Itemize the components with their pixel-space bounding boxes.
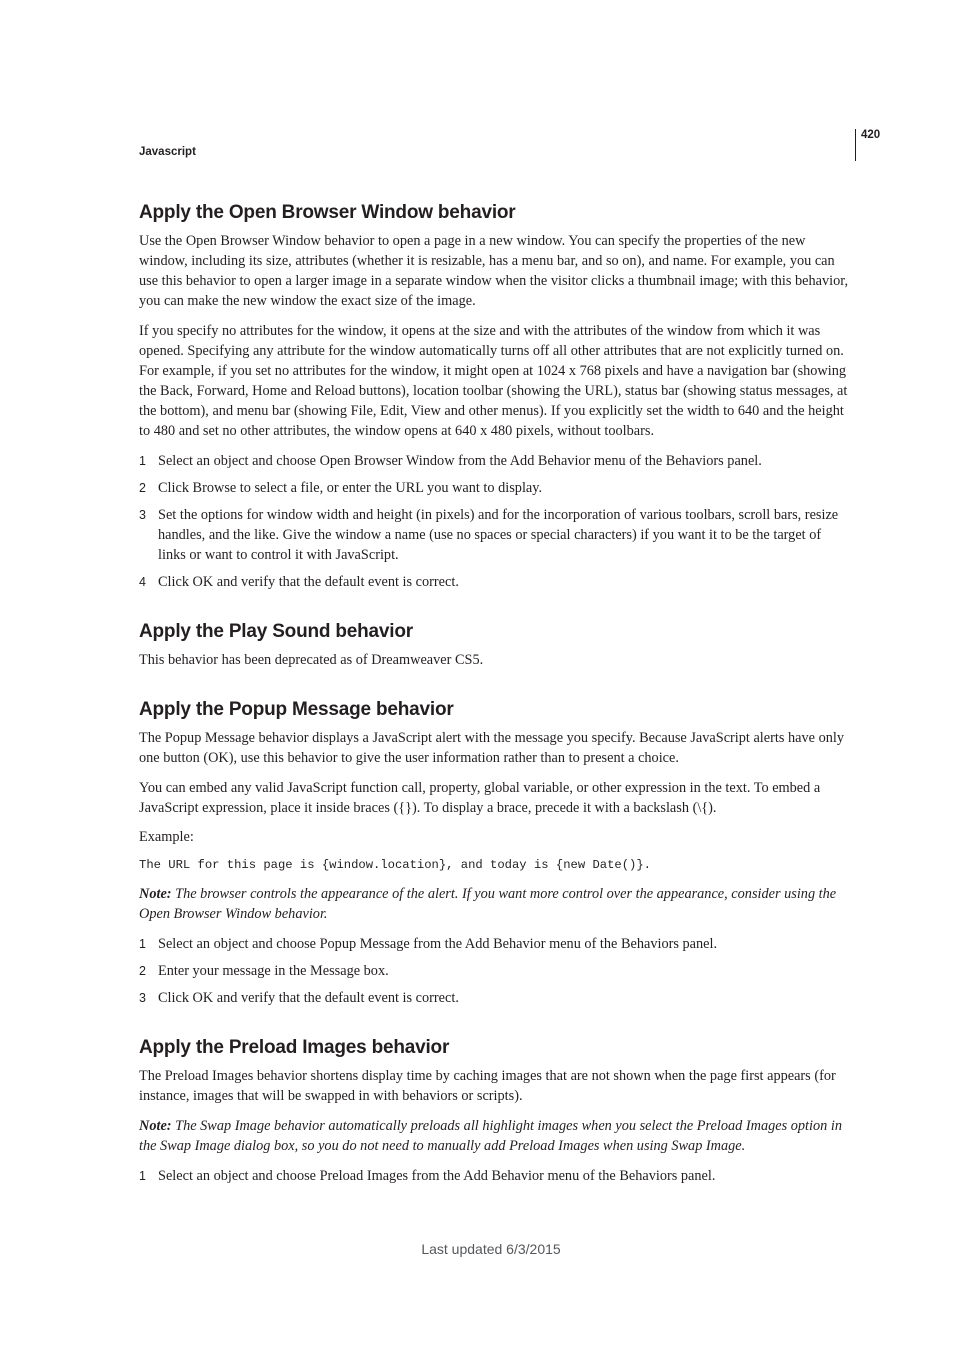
paragraph: You can embed any valid JavaScript function call, property, global variable, or other expression in the text. To embed a JavaScript expression, place it inside braces ({}). To display a brace, precede it with a backslash (\{). bbox=[139, 780, 821, 816]
step-text: Click OK and verify that the default event is correct. bbox=[158, 990, 459, 1006]
step-text: Set the options for window width and height (in pixels) and for the incorporation of various toolbars, scroll bars, resize handles, and the like. Give the window a name (use no spaces or special characters) if you want it to be the target of links or want to control it with JavaScript. bbox=[158, 507, 839, 563]
list-item bbox=[139, 451, 851, 471]
section-heading: Apply the Open Browser Window behavior bbox=[139, 202, 516, 223]
page-footer: Last updated 6/3/2015 bbox=[421, 1241, 561, 1257]
paragraph: This behavior has been deprecated as of Dreamweaver CS5. bbox=[139, 652, 484, 668]
step-number: 1 bbox=[139, 454, 146, 468]
note-label: Note: bbox=[139, 1118, 172, 1134]
step-text: Click Browse to select a file, or enter the URL you want to display. bbox=[158, 480, 543, 496]
note bbox=[139, 884, 851, 924]
step-number: 3 bbox=[139, 991, 146, 1005]
step-number: 4 bbox=[139, 575, 146, 589]
paragraph: Use the Open Browser Window behavior to open a page in a new window. You can specify the properties of the new window, including its size, attributes (whether it is resizable, has a menu bar, and so on), and name. For example, you can use this behavior to open a larger image in a separate window when the visitor clicks a thumbnail image; with this behavior, you can make the new window the exact size of the image. bbox=[139, 233, 849, 309]
code-example: The URL for this page is {window.location}, and today is {new Date()}. bbox=[139, 858, 651, 872]
step-text: Enter your message in the Message box. bbox=[158, 963, 389, 979]
step-text: Select an object and choose Popup Message from the Add Behavior menu of the Behaviors panel. bbox=[158, 936, 718, 952]
list-item bbox=[139, 1166, 851, 1186]
section-heading: Apply the Play Sound behavior bbox=[139, 621, 413, 642]
step-number: 2 bbox=[139, 964, 146, 978]
step-text: Select an object and choose Open Browser Window from the Add Behavior menu of the Behaviors panel. bbox=[158, 453, 762, 469]
step-number: 1 bbox=[139, 937, 146, 951]
paragraph: The Preload Images behavior shortens display time by caching images that are not shown when the page first appears (for instance, images that will be swapped in with behaviors or scripts). bbox=[139, 1068, 836, 1104]
note bbox=[139, 1116, 851, 1156]
header-divider bbox=[855, 129, 856, 161]
running-header: Javascript bbox=[139, 146, 196, 158]
step-number: 3 bbox=[139, 508, 146, 522]
section-heading: Apply the Popup Message behavior bbox=[139, 699, 454, 720]
paragraph: Example: bbox=[139, 829, 194, 845]
paragraph: If you specify no attributes for the window, it opens at the size and with the attributes of the window from which it was opened. Specifying any attribute for the window automatically turns off all other attributes that are not explicitly turned on. For example, if you set no attributes for the window, it might open at 1024 x 768 pixels and have a navigation bar (showing the Back, Forward, Home and Reload buttons), location toolbar (showing the URL), status bar (showing status messages, at the bottom), and menu bar (showing File, Edit, View and other menus). If you explicitly set the width to 640 and the height to 480 and set no other attributes, the window opens at 640 x 480 pixels, without toolbars. bbox=[139, 323, 848, 439]
note-text: The Swap Image behavior automatically preloads all highlight images when you select the Preload Images option in the Swap Image dialog box, so you do not need to manually add Preload Images when using Swap Image. bbox=[139, 1118, 842, 1154]
section-heading: Apply the Preload Images behavior bbox=[139, 1037, 450, 1058]
page-number: 420 bbox=[861, 129, 881, 141]
list-item bbox=[139, 505, 851, 565]
note-text: The browser controls the appearance of the alert. If you want more control over the appearance, consider using the Open Browser Window behavior. bbox=[139, 886, 837, 922]
list-item bbox=[139, 478, 851, 498]
step-number: 1 bbox=[139, 1169, 146, 1183]
list-item bbox=[139, 988, 851, 1008]
step-number: 2 bbox=[139, 481, 146, 495]
list-item bbox=[139, 934, 851, 954]
step-text: Select an object and choose Preload Images from the Add Behavior menu of the Behaviors panel. bbox=[158, 1168, 716, 1184]
list-item bbox=[139, 572, 851, 592]
list-item bbox=[139, 961, 851, 981]
step-text: Click OK and verify that the default event is correct. bbox=[158, 574, 459, 590]
paragraph: The Popup Message behavior displays a JavaScript alert with the message you specify. Because JavaScript alerts have only one button (OK), use this behavior to give the user information rather than to present a choice. bbox=[139, 730, 844, 766]
note-label: Note: bbox=[139, 886, 172, 902]
